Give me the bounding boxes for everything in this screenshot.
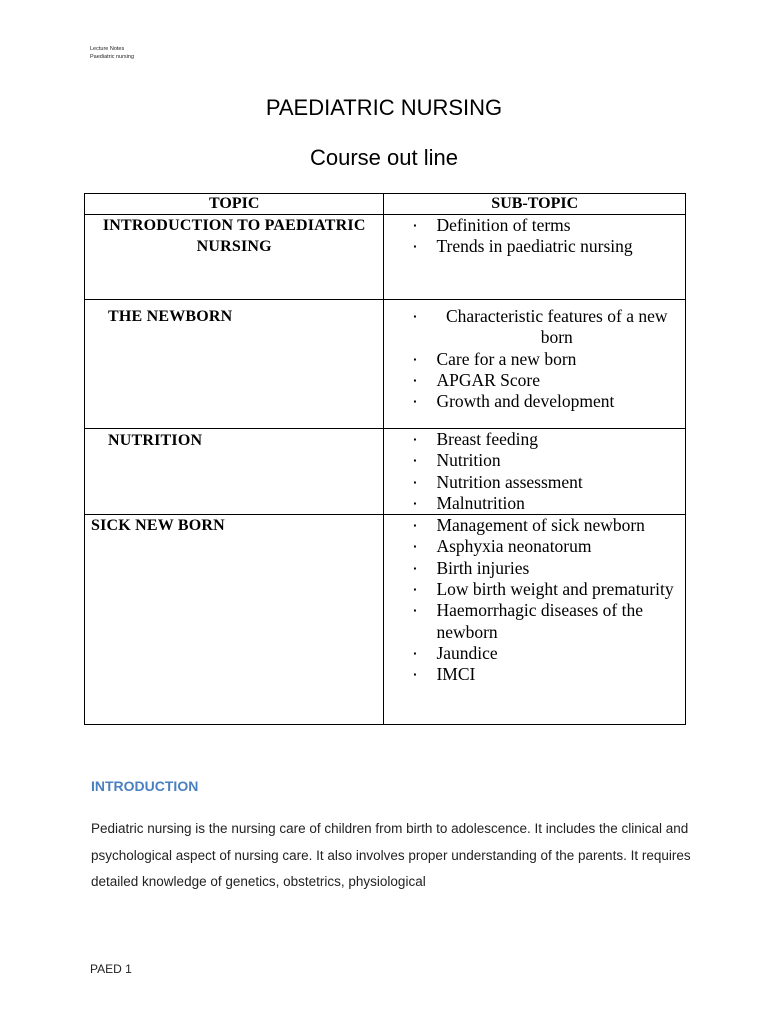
subtopic-item: ▪ Definition of terms — [436, 215, 677, 236]
introduction-heading: INTRODUCTION — [91, 778, 199, 794]
table-row — [85, 300, 686, 429]
running-header — [90, 46, 134, 61]
subtopic-list — [384, 429, 685, 514]
subtopic-item: ▪ Growth and development — [436, 391, 677, 412]
subtopic-cell — [384, 515, 686, 725]
subtopic-item: ▪ Nutrition assessment — [436, 472, 677, 493]
topic-label: SICK NEW BORN — [91, 517, 225, 535]
subtopic-item: ▪ Malnutrition — [436, 493, 677, 514]
subtopic-item: ▪ Haemorrhagic diseases of the newborn — [436, 600, 677, 643]
subtopic-list — [384, 515, 685, 685]
subtopic-cell — [384, 215, 686, 300]
subtopic-item: ▪ APGAR Score — [436, 370, 677, 391]
topic-cell — [85, 429, 384, 515]
subtopic-item: ▪ Birth injuries — [436, 558, 677, 579]
subtopic-item: ▪ IMCI — [436, 664, 677, 685]
subtopic-list — [384, 215, 685, 258]
subtopic-item: ▪ Jaundice — [436, 643, 677, 664]
topic-header: TOPIC — [85, 194, 384, 215]
course-outline-table — [84, 193, 686, 725]
table-row — [85, 215, 686, 300]
page-subtitle: Course out line — [310, 145, 458, 170]
subtopic-item: ▪ Management of sick newborn — [436, 515, 677, 536]
subtopic-item: ▪ Nutrition — [436, 450, 677, 471]
introduction-paragraph: Pediatric nursing is the nursing care of children from birth to adolescence. It includes the clinical and psychological aspect of nursing care. It also involves proper understanding of the parents. It requires detailed knowledge of genetics, obstetrics, physiological — [91, 821, 691, 889]
subtopic-header: SUB-TOPIC — [384, 194, 686, 215]
subtopic-item: ▪ Breast feeding — [436, 429, 677, 450]
table-header-row — [85, 194, 686, 215]
subtopic-list — [384, 300, 685, 412]
table-row — [85, 515, 686, 725]
header-line-1: Lecture Notes — [90, 46, 125, 52]
topic-label: NUTRITION — [108, 432, 203, 449]
subtopic-item: ▪ Low birth weight and prematurity — [436, 579, 677, 600]
page-title: PAEDIATRIC NURSING — [265, 95, 503, 120]
subtopic-item: ▪ Characteristic features of a new born — [436, 306, 677, 349]
header-line-2: Paediatric nursing — [90, 53, 135, 60]
subtopic-cell — [384, 300, 686, 429]
topic-cell — [85, 515, 384, 725]
page-footer: PAED 1 — [90, 962, 132, 976]
topic-cell — [85, 300, 384, 429]
subtopic-item: ▪ Care for a new born — [436, 349, 677, 370]
subtopic-item: ▪ Asphyxia neonatorum — [436, 536, 677, 557]
subtopic-cell — [384, 429, 686, 515]
table-row — [85, 429, 686, 515]
topic-label: THE NEWBORN — [108, 308, 233, 325]
topic-label: INTRODUCTION TO PAEDIATRIC NURSING — [102, 217, 366, 255]
subtopic-item: ▪ Trends in paediatric nursing — [436, 236, 677, 257]
topic-cell — [85, 215, 384, 300]
